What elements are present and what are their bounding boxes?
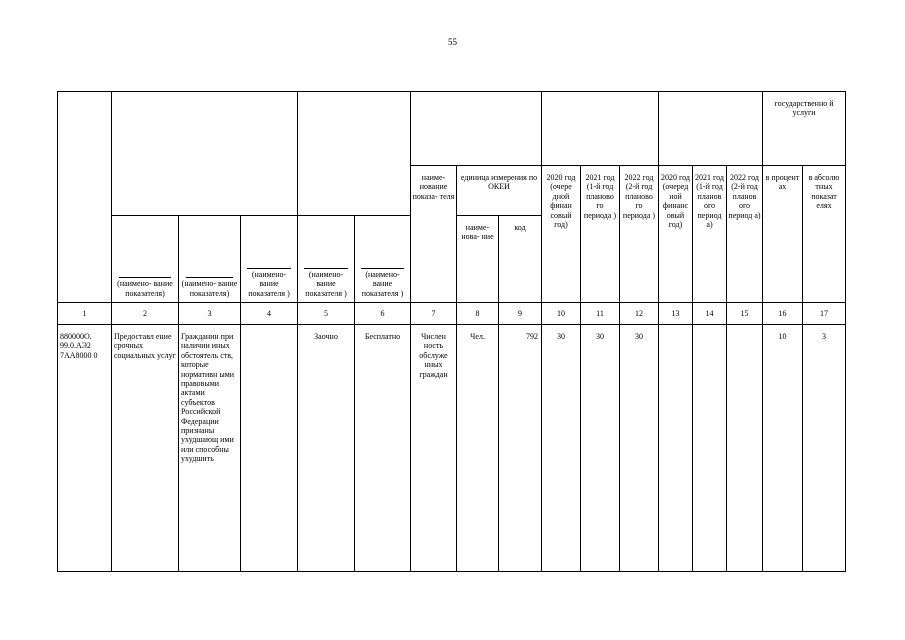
unit-code-header: код (499, 216, 542, 303)
indicator-name-cell: Числен ность обслуже нных граждан (411, 325, 457, 572)
col-number-13: 13 (659, 303, 693, 325)
col-number-17: 17 (803, 303, 846, 325)
sub-header-4 (241, 216, 298, 303)
unit-name-cell: Чел. (457, 325, 499, 572)
unit-name-header: наиме- нова- ние (457, 216, 499, 303)
col-number-15: 15 (727, 303, 763, 325)
value-col-14-header: 2021 год (1-й год планов ого период а) (693, 166, 727, 303)
deviation-absolute-cell: 3 (803, 325, 846, 572)
col-number-5: 5 (298, 303, 355, 325)
header-cell-values-actual (659, 92, 763, 166)
value-cell-13 (659, 325, 693, 572)
sub-label-6: (наимено- вание показателя ) (361, 269, 404, 298)
page-number: 55 (448, 37, 457, 47)
value-col-10-header: 2020 год (очере дной финан совый год) (542, 166, 581, 303)
value-cell-10: 30 (542, 325, 581, 572)
underline-line (361, 268, 403, 269)
underline-line (186, 277, 233, 278)
sub-label-4: (наимено- вание показателя ) (248, 269, 290, 298)
col-number-12: 12 (620, 303, 659, 325)
sub-header-5 (298, 216, 355, 303)
underline-line (119, 277, 170, 278)
underline-line (247, 268, 290, 269)
value-col-13-header: 2020 год (очеред ной финанс овый год) (659, 166, 693, 303)
data-cell-4 (241, 325, 298, 572)
header-cell-values-approved (542, 92, 659, 166)
recipient-category-cell: Гражданин при наличии иных обстоятель ств, которые нормативн ыми правовыми актами субъектов Российской Федерации признаны ухудшающ ими или способны ухудшить (179, 325, 241, 572)
header-cell-1 (58, 92, 112, 303)
col-number-16: 16 (763, 303, 803, 325)
value-cell-11: 30 (581, 325, 620, 572)
sub-header-6 (355, 216, 411, 303)
deviation-absolute-header: в абсолю тных показат елях (803, 166, 846, 303)
sub-label-3: (наимено- вание показателя) (181, 279, 238, 298)
col-number-4: 4 (241, 303, 298, 325)
unit-code-cell: 792 (499, 325, 542, 572)
table-row (58, 325, 846, 572)
col-number-9: 9 (499, 303, 542, 325)
col-number-8: 8 (457, 303, 499, 325)
header-cell-content (112, 92, 298, 216)
col-number-10: 10 (542, 303, 581, 325)
underline-line (304, 268, 347, 269)
col-number-1: 1 (58, 303, 112, 325)
sub-header-2 (112, 216, 179, 303)
value-col-11-header: 2021 год (1-й год планово го периода ) (581, 166, 620, 303)
col-number-2: 2 (112, 303, 179, 325)
value-col-12-header: 2022 год (2-й год планово го периода ) (620, 166, 659, 303)
col-number-6: 6 (355, 303, 411, 325)
deviation-percent-cell: 10 (763, 325, 803, 572)
header-cell-indicator-group (411, 92, 542, 166)
form-cell: Заочно (298, 325, 355, 572)
sub-label-5: (наимено- вание показателя ) (305, 269, 347, 298)
header-cell-conditions (298, 92, 411, 216)
indicator-name-header: наиме- нование показа- теля (411, 166, 457, 303)
registry-number-cell: 880000О. 99.0.АЭ2 7АА8000 0 (58, 325, 112, 572)
sub-label-2: (наимено- вание показателя) (117, 279, 173, 298)
value-cell-15 (727, 325, 763, 572)
service-name-cell: Предоставл ение срочных социальных услуг (112, 325, 179, 572)
col-number-7: 7 (411, 303, 457, 325)
value-cell-14 (693, 325, 727, 572)
col-number-11: 11 (581, 303, 620, 325)
col-number-3: 3 (179, 303, 241, 325)
value-cell-12: 30 (620, 325, 659, 572)
value-col-15-header: 2022 год (2-й год планов ого период а) (727, 166, 763, 303)
deviation-percent-header: в процент ах (763, 166, 803, 303)
state-task-table (57, 91, 846, 572)
col-number-14: 14 (693, 303, 727, 325)
payment-cell: Бесплатно (355, 325, 411, 572)
unit-group-header: единица измерения по ОКЕИ (457, 166, 542, 216)
header-top-right: государственно й услуги (763, 92, 846, 166)
sub-header-3 (179, 216, 241, 303)
